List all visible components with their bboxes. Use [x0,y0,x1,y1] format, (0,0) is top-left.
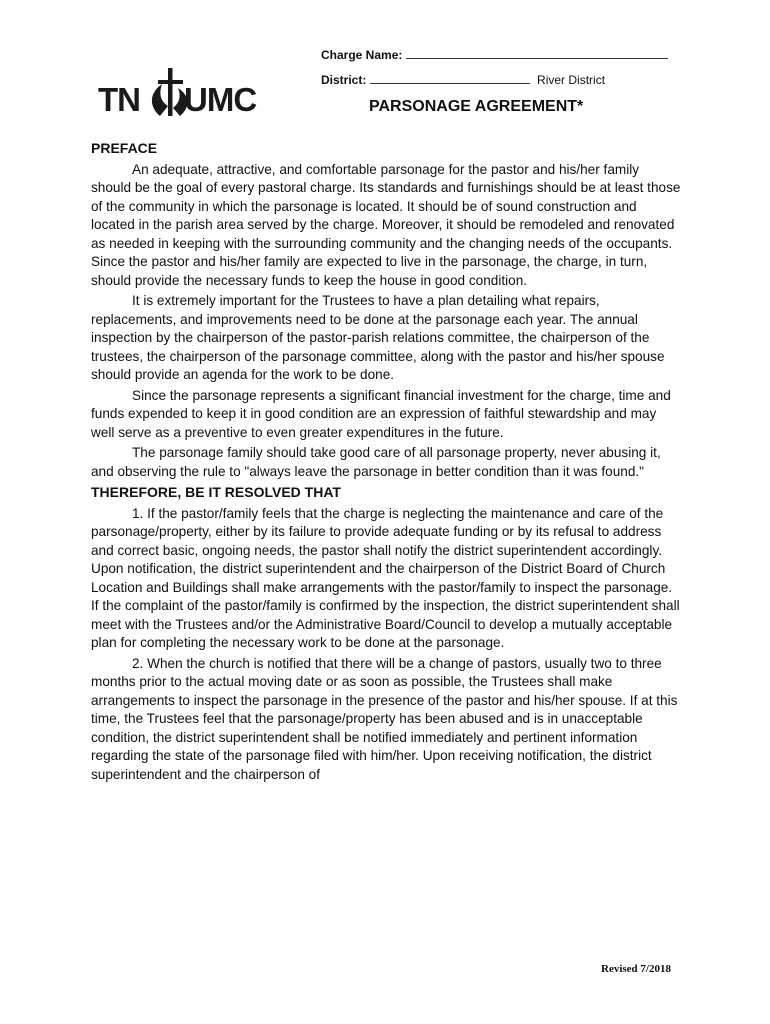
charge-name-field[interactable] [406,47,668,59]
charge-name-line [321,47,668,62]
district-line [321,72,605,87]
revised-date: Revised 7/2018 [601,963,671,975]
cross-and-flame-icon [152,68,187,116]
preface-paragraph-3: Since the parsonage represents a significant financial investment for the charge, time and funds expended to keep it in good condition are an expression of faithful stewardship and may well serve as a preventive to even greater expenditures in the future. [91,387,671,440]
charge-name-label: Charge Name: [321,48,403,62]
resolved-item-2: 2. When the church is notified that there will be a change of pastors, usually two to three months prior to the actual moving date or as soon as possible, the Trustees shall make arrangements to inspect the parsonage in the presence of the pastor and his/her spouse. If at this time, the Trustees feel that the parsonage/property has been abused and is in unacceptable condition, the district superintendent shall be notified immediately and pertinent information regarding the state of the parsonage filed with him/her. Upon receiving notification, the district superintendent and the chairperson of [91,655,678,782]
logo-text-left: TN [98,81,140,118]
document-title: PARSONAGE AGREEMENT* [369,98,584,115]
district-field[interactable] [370,72,530,84]
district-label: District: [321,73,367,87]
preface-heading: PREFACE [91,140,158,156]
preface-paragraph-4: The parsonage family should take good care of all parsonage property, never abusing it, and observing the rule to "always leave the parsonage in better condition than it was found." [91,445,661,479]
resolved-heading: THEREFORE, BE IT RESOLVED THAT [91,484,341,500]
resolved-item-1: 1. If the pastor/family feels that the charge is neglecting the maintenance and care of the parsonage/property, either by its failure to provide adequate funding or by its refusal to address and correct basic, ongoing needs, the pastor shall notify the district superintendent accordingly. Upon notification, the district superintendent and the chairperson of the District Board of Church Location and Buildings shall make arrangements with the pastor/family to inspect the parsonage. If the complaint of the pastor/family is confirmed by the inspection, the district superintendent shall meet with the Trustees and/or the Administrative Board/Council to develop a mutually acceptable plan for completing the necessary work to be done at the parsonage. [91,505,680,650]
logo-text-right: UMC [184,81,257,118]
document-body [91,139,681,786]
tnumc-logo [98,66,263,118]
preface-paragraph-2: It is extremely important for the Trustees to have a plan detailing what repairs, replacements, and improvements need to be done at the parsonage each year. The annual inspection by the chairperson of the pastor-parish relations committee, the chairperson of the trustees, the chairperson of the parsonage committee, along with the pastor and his/her spouse should provide an agenda for the work to be done. [91,293,665,382]
preface-paragraph-1: An adequate, attractive, and comfortable parsonage for the pastor and his/her family should be the goal of every pastoral charge. Its standards and furnishings should be at least those of the community in which the parsonage is located. It should be of sound construction and located in the parish area served by the charge. Moreover, it should be remodeled and renovated as needed in keeping with the surrounding community and the changing needs of the occupants. Since the pastor and his/her family are expected to live in the parsonage, the charge, in turn, should provide the necessary funds to keep the house in good condition. [91,161,681,288]
district-value: River District [537,73,606,87]
